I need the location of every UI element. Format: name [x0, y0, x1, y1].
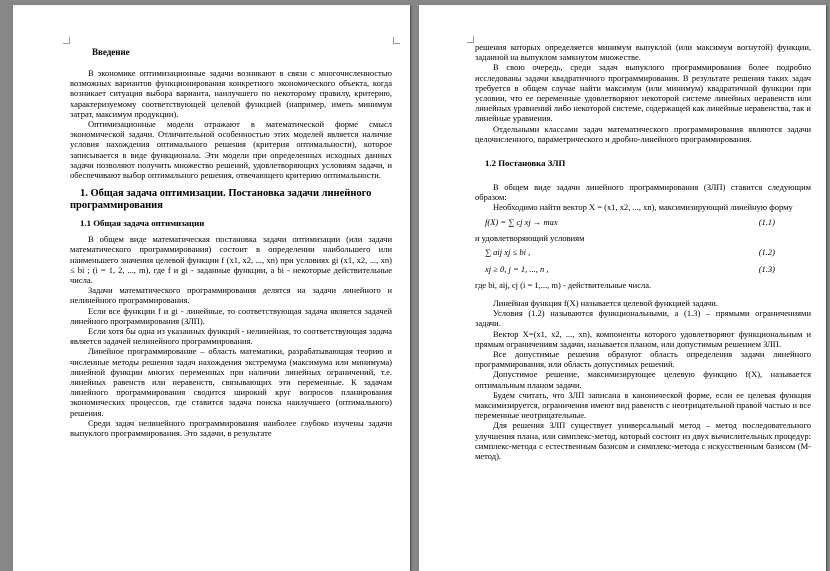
- margin-corner-mark: [393, 37, 400, 44]
- formula-number: (1.1): [758, 216, 775, 227]
- paragraph: В общем виде математическая постановка задачи оптимизации (или задачи математического программирования) состоит в определении наибольшего или наименьшего значения целевой функции f (x1, x2, ..., xn) при условиях gi (x1, x2, ..., xn) ≤ bi ; (i = 1, 2, ..., m), где f и gi - заданные функции, а bi - некоторые действительные числа.: [70, 234, 392, 286]
- paragraph: В свою очередь, среди задач выпуклого программирования более подробно исследованы задачи квадратичного программирования. В результате решения таких задач требуется в общем случае найти максимум (или минимум) квадратичной функции при условии, что ее переменные удовлетворяют некоторой системе линейных неравенств или линейных уравнений либо некоторой системе, содержащей как линейные неравенства, так и линейные уравнения.: [475, 62, 811, 124]
- heading-section-1-2: 1.2 Постановка ЗЛП: [485, 158, 566, 169]
- paragraph: и удовлетворяющий условиям: [475, 232, 585, 243]
- heading-section-1-1: 1.1 Общая задача оптимизации: [80, 218, 205, 229]
- formula-number: (1.2): [758, 246, 775, 257]
- paragraph: Отдельными классами задач математического программирования являются задачи целочисленного, параметрического и дробно-линейного программирования.: [475, 123, 811, 144]
- heading-section-1: 1. Общая задача оптимизации. Постановка задачи линейного программирования: [70, 188, 372, 212]
- document-page-left: [13, 5, 410, 571]
- margin-corner-mark: [63, 37, 70, 44]
- formula-expression: xj ≥ 0, j = 1, ..., n ,: [485, 263, 549, 274]
- formula-expression: ∑ aij xj ≤ bi ,: [485, 246, 531, 257]
- paragraph: Допустимое решение, максимизирующее целевую функцию f(X), называется оптимальным планом задачи.: [475, 369, 811, 390]
- paragraph: В общем виде задачи линейного программирования (ЗЛП) ставится следующим образом:: [475, 182, 811, 203]
- paragraph: В экономике оптимизационные задачи возникают в связи с многочисленностью возможных вариантов функционирования конкретного экономического объекта, когда возникает ситуация выбора варианта, наилучшего по некоторому правилу, критерию, характеризуемому соответствующей целевой функцией (например, иметь минимум затрат, максимум продукции).: [70, 68, 392, 119]
- page-text-area[interactable]: [70, 43, 392, 438]
- formula-1-3: [475, 263, 811, 277]
- formula-expression: f(X) = ∑ cj xj → max: [485, 216, 558, 227]
- paragraph: Линейное программирование – область математики, разрабатывающая теорию и численные методы решения задач нахождения экстремума (максимума или минимума) линейной функции многих переменных при наличии линейных ограничений, т.е. линейных равенств или неравенств, связывающих эти переменные. К задачам линейного программирования сводится широкий круг вопросов планирования экономических процессов, где ставится задача поиска наилучшего (оптимального) решения.: [70, 346, 392, 418]
- paragraph: где bi, aij, cj (i = 1,..., m) - действительные числа.: [475, 279, 652, 290]
- formula-number: (1.3): [758, 263, 775, 274]
- paragraph: Необходимо найти вектор X = (x1, x2, ..., xn), максимизирующий линейную форму: [493, 202, 793, 213]
- heading-introduction: Введение: [92, 47, 130, 57]
- page-text-area[interactable]: [475, 42, 811, 461]
- formula-1-1: [475, 216, 811, 230]
- document-page-right: [419, 5, 826, 571]
- formula-1-2: [475, 246, 811, 260]
- paragraph: Среди задач нелинейного программирования наиболее глубоко изучены задачи выпуклого программирования. Это задачи, в результате: [70, 417, 392, 439]
- paragraph: Будем считать, что ЗЛП записана в канонической форме, если ее целевая функция максимизируется, ограничения имеют вид равенств с неотрицательной правой частью и все переменные неотрицательные.: [475, 389, 811, 421]
- paragraph: Для решения ЗЛП существует универсальный метод – метод последовательного улучшения плана, или симплекс-метод, который состоит из двух вычислительных процедур: симплекс-метода с естественным базисом и симплекс-метода с искусственным базисом (М-метод).: [475, 420, 811, 462]
- paragraph: Если хотя бы одна из указанных функций - нелинейная, то соответствующая задача является задачей нелинейного программирования.: [70, 326, 392, 347]
- paragraph: Все допустимые решения образуют область определения задачи линейного программирования, или область допустимых решений.: [475, 349, 811, 370]
- paragraph: Линейная функция f(X) называется целевой функцией задачи.: [493, 298, 718, 309]
- paragraph: решения которых определяется минимум выпуклой (или максимум вогнутой) функции, заданной на выпуклом замкнутом множестве.: [475, 42, 811, 63]
- paragraph: Вектор X=(x1, x2, ..., xn), компоненты которого удовлетворяют функциональным и прямым ограничениям задачи, называется планом, или допустимым решением ЗЛП.: [475, 328, 811, 349]
- paragraph: Оптимизационные модели отражают в математической форме смысл экономической задачи. Отличительной особенностью этих моделей является наличие условия нахождения оптимального решения (критерия оптимальности), которое записывается в виде функционала. Эти модели при определенных исходных данных задачи позволяют получить множество решений, удовлетворяющих условиям задачи, и обеспечивают выбор оптимального решения, отвечающего критерию оптимальности.: [70, 119, 392, 181]
- paragraph: Задачи математического программирования делятся на задачи линейного и нелинейного программирования.: [70, 285, 392, 306]
- margin-corner-mark: [467, 36, 474, 43]
- paragraph: Если все функции f и gi - линейные, то соответствующая задача является задачей линейного программирования (ЗЛП).: [70, 305, 392, 326]
- paragraph: Условия (1.2) называются функциональными, а (1.3) – прямыми ограничениями задачи.: [475, 308, 811, 329]
